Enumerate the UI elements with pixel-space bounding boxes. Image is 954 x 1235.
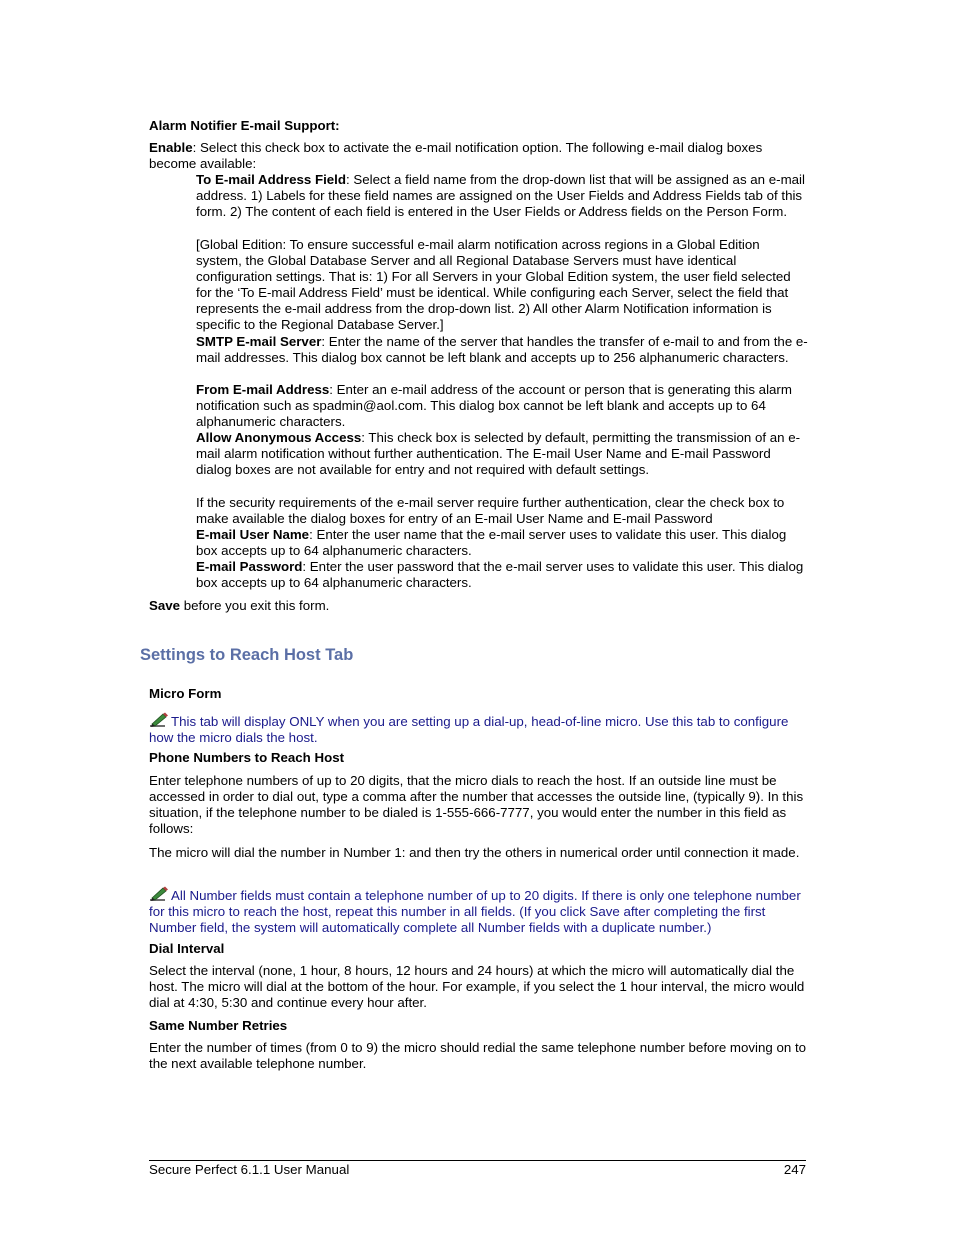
save-text: before you exit this form.: [180, 598, 330, 613]
retries-paragraph: Enter the number of times (from 0 to 9) the micro should redial the same telephone number before moving on to the next available telephone number.: [149, 1040, 807, 1071]
to-email-paragraph: [196, 172, 808, 220]
password-paragraph: [196, 559, 808, 591]
retries-heading: Same Number Retries: [149, 1018, 288, 1033]
smtp-paragraph: [196, 334, 808, 366]
smtp-text: : Enter the name of the server that handles the transfer of e-mail to and from the e-mail addresses. This dialog box cannot be left blank and accepts up to 256 alphanumeric characters.: [196, 334, 808, 365]
micro-dial-paragraph: The micro will dial the number in Number 1: and then try the others in numerical order until connection it made.: [149, 845, 800, 860]
alarm-heading: Alarm Notifier E-mail Support:: [149, 118, 340, 133]
from-email-term: From E-mail Address: [196, 382, 330, 397]
to-email-term: To E-mail Address Field: [196, 172, 346, 187]
user-name-text: : Enter the user name that the e-mail server uses to validate this user. This dialog box accepts up to 64 alphanumeric characters.: [196, 527, 787, 558]
to-email-text: : Select a field name from the drop-down list that will be assigned as an e-mail address. 1) Labels for these field names are assigned on the User Fields and Address Fields tab of this form. 2) The content of each field is entered in the User Fields or Address fields on the Person Form.: [196, 172, 805, 219]
user-name-term: E-mail User Name: [196, 527, 310, 542]
smtp-term: SMTP E-mail Server: [196, 334, 322, 349]
global-edition-paragraph: [Global Edition: To ensure successful e-mail alarm notification across regions in a Global Edition system, the Global Database Server and all Regional Database Servers must have identical configuration settings. That is: 1) For all Servers in your Global Edition system, the user field selected for the ‘To E-mail Address Field’ must be identical. While configuring each Server, select the field that represents the e-mail address from the drop-down list. 2) All other Alarm Notification information is specific to the Regional Database Server.]: [196, 237, 791, 332]
phone-paragraph: Enter telephone numbers of up to 20 digits, that the micro dials to reach the host. If an outside line must be accessed in order to dial out, type a comma after the number that accesses the outside line, (typically 9). In this situation, if the telephone number to be dialed is 1-555-666-7777, you would enter the number in this field as follows:: [149, 773, 804, 836]
anonymous-text: : This check box is selected by default, permitting the transmission of an e-mail alarm notification without further authentication. The E-mail User Name and E-mail Password dialog boxes are not available for entry and not required with default settings.: [196, 430, 801, 477]
note-1: [149, 712, 809, 746]
micro-form-heading: Micro Form: [149, 686, 222, 701]
section-title: Settings to Reach Host Tab: [140, 646, 354, 664]
note-1-text: This tab will display ONLY when you are setting up a dial-up, head-of-line micro. Use this tab to configure how the micro dials the host.: [149, 714, 789, 745]
save-term: Save: [149, 598, 181, 613]
password-term: E-mail Password: [196, 559, 303, 574]
enable-text: : Select this check box to activate the e-mail notification option. The following e-mail dialog boxes become available:: [149, 140, 763, 171]
note-pen-icon: [149, 886, 169, 902]
dial-interval-heading: Dial Interval: [149, 941, 225, 956]
phone-heading: Phone Numbers to Reach Host: [149, 750, 345, 765]
footer-page-number: 247: [783, 1162, 806, 1177]
footer-divider: [149, 1160, 806, 1161]
user-name-paragraph: [196, 527, 808, 559]
note-pen-icon: [149, 712, 169, 728]
security-paragraph: If the security requirements of the e-mail server require further authentication, clear the check box to make available the dialog boxes for entry of an E-mail User Name and E-mail Password: [196, 495, 785, 526]
enable-term: Enable: [149, 140, 193, 155]
save-paragraph: [149, 598, 809, 614]
password-text: : Enter the user password that the e-mail server uses to validate this user. This dialog box accepts up to 64 alphanumeric characters.: [196, 559, 804, 590]
from-email-paragraph: [196, 382, 808, 430]
anonymous-term: Allow Anonymous Access: [196, 430, 362, 445]
dial-interval-paragraph: Select the interval (none, 1 hour, 8 hours, 12 hours and 24 hours) at which the micro will automatically dial the host. The micro will dial at the bottom of the hour. For example, if you select the 1 hour interval, the micro would dial at 4:30, 5:30 and continue every hour after.: [149, 963, 805, 1010]
from-email-text: : Enter an e-mail address of the account or person that is generating this alarm notification such as spadmin@aol.com. This dialog box cannot be left blank and accepts up to 64 alphanumeric characters.: [196, 382, 792, 429]
note-2: [149, 886, 809, 936]
footer-manual-title: Secure Perfect 6.1.1 User Manual: [149, 1162, 350, 1177]
enable-paragraph: [149, 140, 809, 172]
note-2-text: All Number fields must contain a telephone number of up to 20 digits. If there is only one telephone number for this micro to reach the host, repeat this number in all fields. (If you click Save after completing the first Number field, the system will automatically complete all Number fields with a duplicate number.): [149, 888, 801, 935]
anonymous-paragraph: [196, 430, 808, 478]
